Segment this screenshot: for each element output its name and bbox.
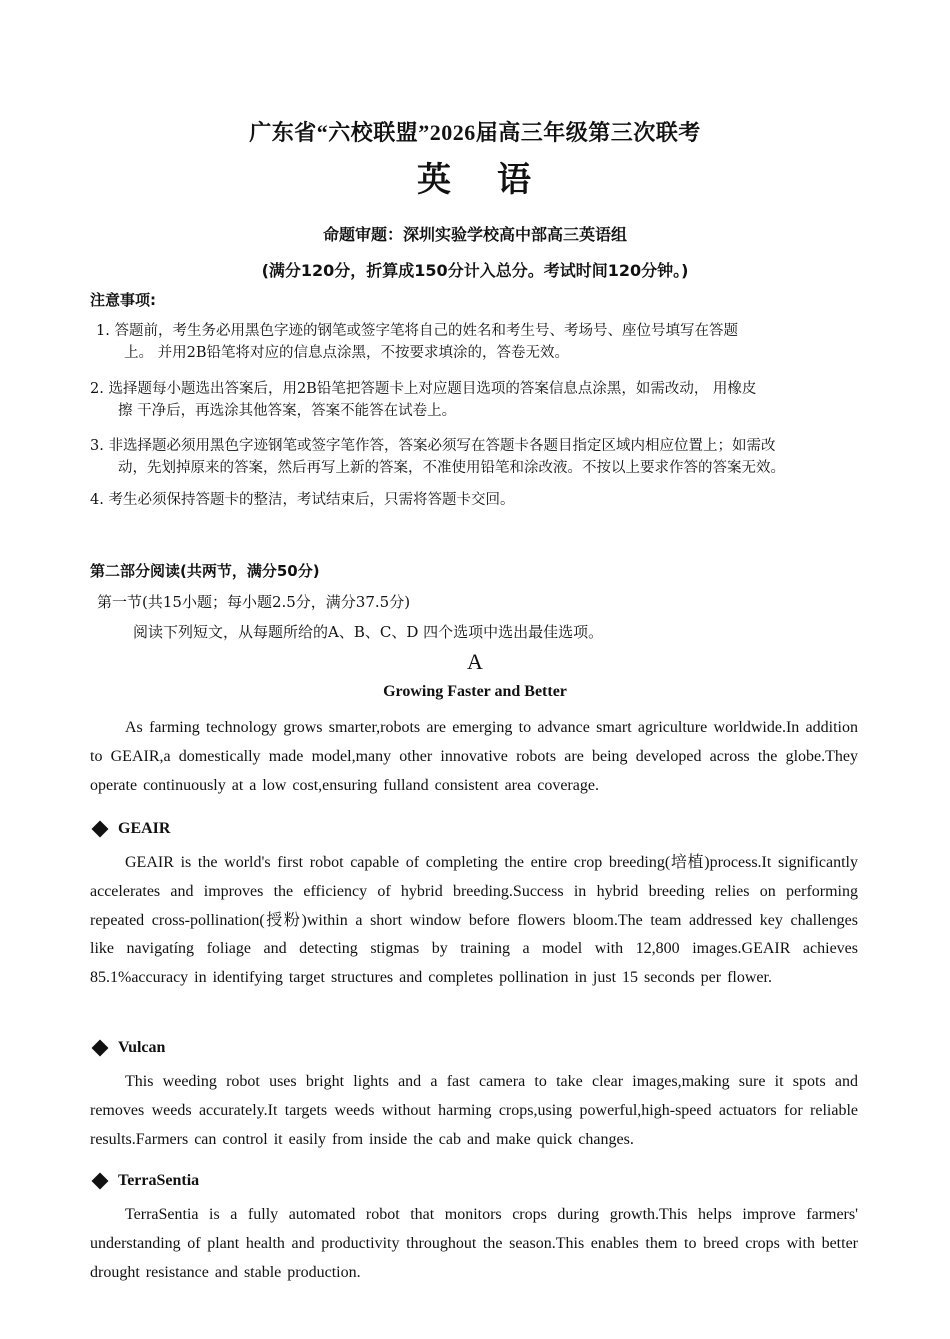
notice-item bbox=[90, 435, 785, 479]
subject-title bbox=[0, 152, 950, 201]
section-heading: 第一节(共15小题；每小题2.5分，满分37.5分) bbox=[97, 593, 411, 611]
terrasentia-paragraph: TerraSentia is a fully automated robot that monitors crops during growth.This helps improve farmers' understanding of plant health and productivity throughout the season.This enables them to breed crops with better drought resistance and stable production. bbox=[90, 1206, 858, 1281]
subject-char-2: 语 bbox=[497, 160, 533, 200]
robot-name: GEAIR bbox=[118, 820, 171, 837]
intro-paragraph: As farming technology grows smarter,robots are emerging to advance smart agriculture worldwide.In addition to GEAIR,a domestically made model,many other innovative robots are being developed across the globe.They operate continuously at a low cost,ensuring fulland consistent area coverage. bbox=[90, 719, 858, 794]
instruction-text: 阅读下列短文，从每题所给的A、B、C、D 四个选项中选出最佳选项。 bbox=[133, 623, 604, 641]
robot-name: TerraSentia bbox=[118, 1172, 200, 1189]
notice-line: 3. 非选择题必须用黑色字迹钢笔或签字笔作答，答案必须写在答题卡各题目指定区域内相应位置上；如需改 bbox=[90, 438, 776, 454]
notice-line: 4. 考生必须保持答题卡的整洁，考试结束后，只需将答题卡交回。 bbox=[90, 492, 515, 508]
diamond-bullet-icon bbox=[92, 1172, 109, 1189]
passage-letter: A bbox=[467, 649, 483, 674]
passage-title: Growing Faster and Better bbox=[383, 683, 567, 700]
notice-line: 1. 答题前，考生务必用黑色字迹的钢笔或签字笔将自己的姓名和考生号、考场号、座位号填写在答题 bbox=[96, 323, 738, 339]
diamond-bullet-icon bbox=[92, 1039, 109, 1056]
notice-line: 上。 并用2B铅笔将对应的信息点涂黑，不按要求填涂的，答卷无效。 bbox=[124, 345, 569, 361]
robot-heading-vulcan bbox=[90, 1039, 165, 1057]
exam-title: 广东省“六校联盟”2026届高三年级第三次联考 bbox=[249, 120, 701, 145]
subject-char-1: 英 bbox=[417, 160, 453, 200]
score-info: (满分120分，折算成150分计入总分。考试时间120分钟。) bbox=[261, 261, 689, 280]
notice-item bbox=[96, 320, 738, 364]
notice-item bbox=[90, 378, 756, 422]
author-line: 命题审题：深圳实验学校高中部高三英语组 bbox=[322, 225, 627, 244]
geair-paragraph: GEAIR is the world's first robot capable of completing the entire crop breeding(培植)process.It significantly accelerates and improves the efficiency of hybrid breeding.Success in hybrid breeding relies on performing repeated cross-pollination(授粉)within a short window before flowers bloom.The team addressed key challenges like navigatíng foliage and detecting stigmas by training a model with 12,800 images.GEAIR achieves 85.1%accuracy in identifying target structures and completes pollination in just 15 seconds per flower. bbox=[90, 854, 858, 987]
diamond-bullet-icon bbox=[92, 820, 109, 837]
robot-name: Vulcan bbox=[118, 1039, 166, 1056]
robot-heading-geair bbox=[90, 820, 170, 838]
part-heading: 第二部分阅读(共两节，满分50分) bbox=[90, 562, 320, 580]
notice-line: 动，先划掉原来的答案，然后再写上新的答案，不准使用铅笔和涂改液。不按以上要求作答的答案无效。 bbox=[118, 460, 785, 476]
notice-line: 2. 选择题每小题选出答案后，用2B铅笔把答题卡上对应题目选项的答案信息点涂黑，如需改动， 用橡皮 bbox=[90, 381, 757, 397]
notice-heading: 注意事项: bbox=[90, 291, 156, 309]
notice-line: 擦 干净后，再选涂其他答案，答案不能答在试卷上。 bbox=[118, 403, 457, 419]
vulcan-paragraph: This weeding robot uses bright lights and a fast camera to take clear images,making sure it spots and removes weeds accurately.It targets weeds without harming crops,using powerful,high-speed actuators for reliable results.Farmers can control it easily from inside the cab and make quick changes. bbox=[90, 1073, 858, 1148]
robot-heading-terrasentia bbox=[90, 1172, 199, 1190]
notice-item bbox=[90, 489, 514, 511]
